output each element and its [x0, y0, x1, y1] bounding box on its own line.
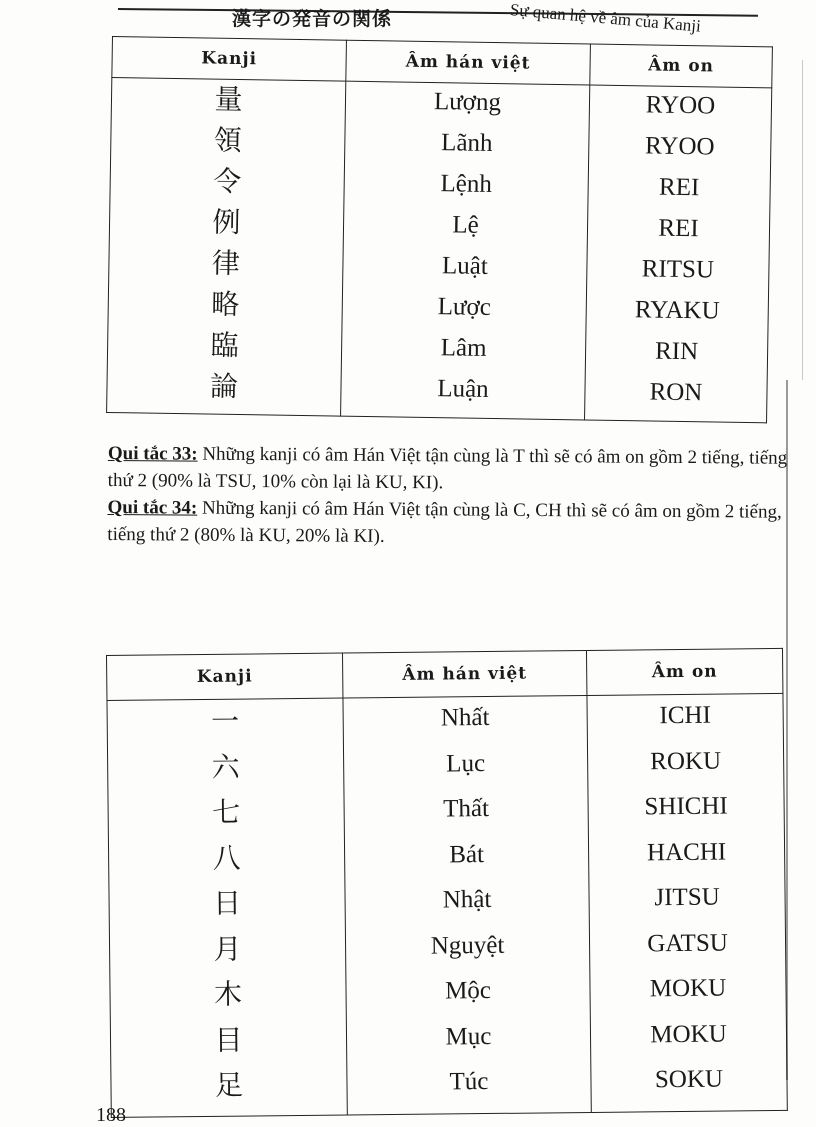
kanji-cell: 七 — [211, 795, 241, 829]
han-viet-cell: Lượng — [433, 88, 502, 117]
kanji-cell: 領 — [213, 123, 243, 158]
am-on-cell: ROKU — [650, 747, 722, 775]
rule-33-title: Qui tắc 33: — [107, 442, 198, 465]
rule-34 — [107, 494, 787, 553]
rule-33-text: Những kanji có âm Hán Việt tận cùng là T thì sẽ có âm on gồm 2 tiếng, tiếng thứ 2 (90% là TSU, 10% còn lại là KU, KI). — [107, 443, 788, 494]
rule-33 — [108, 440, 788, 499]
han-viet-cell: Nhất — [440, 703, 490, 732]
am-on-cell: HACHI — [646, 838, 727, 866]
kanji-cell: 日 — [212, 886, 242, 920]
kanji-cell: 八 — [212, 841, 241, 875]
am-on-cell: RYAKU — [634, 296, 720, 325]
kanji-table-2 — [106, 648, 788, 1118]
han-viet-cell: Lệ — [452, 211, 479, 239]
kanji-cell: 木 — [213, 977, 243, 1011]
rules-section — [107, 440, 788, 553]
am-on-cell: GATSU — [647, 929, 728, 957]
column-header-am-on: Âm on — [590, 44, 773, 88]
kanji-cell: 六 — [211, 750, 240, 784]
han-viet-cell: Lâm — [440, 334, 487, 362]
kanji-cell: 一 — [211, 704, 240, 738]
am-on-cell: RIN — [654, 337, 699, 366]
kanji-cell: 月 — [213, 932, 242, 966]
han-viet-cell: Lược — [437, 293, 492, 321]
kanji-cell: 量 — [214, 82, 243, 117]
column-header-han-viet: Âm hán việt — [342, 650, 586, 698]
han-viet-cell: Lục — [446, 749, 486, 777]
am-on-cell: MOKU — [649, 974, 727, 1003]
am-on-cell: JITSU — [654, 883, 720, 912]
am-on-cell: ICHI — [659, 701, 711, 730]
table-row — [107, 78, 772, 423]
rule-34-title: Qui tắc 34: — [107, 496, 198, 519]
am-on-cell: RON — [649, 378, 703, 407]
han-viet-column — [343, 695, 591, 1114]
column-header-kanji: Kanji — [107, 653, 343, 700]
column-header-han-viet: Âm hán việt — [346, 40, 591, 85]
header-japanese-title: 漢字の発音の関係 — [232, 8, 393, 30]
kanji-cell: 略 — [211, 287, 240, 322]
han-viet-cell: Nhật — [442, 885, 492, 914]
han-viet-column — [341, 81, 590, 420]
han-viet-cell: Lệnh — [440, 170, 493, 198]
am-on-cell: RYOO — [644, 132, 715, 161]
page-number: 188 — [96, 1104, 126, 1126]
han-viet-cell: Thất — [443, 794, 490, 823]
page-edge-shadow — [802, 60, 803, 380]
kanji-cell: 令 — [212, 164, 242, 199]
kanji-cell: 臨 — [210, 328, 239, 363]
am-on-column — [585, 85, 772, 423]
han-viet-cell: Nguyệt — [430, 931, 505, 960]
header-vietnamese-title: Sự quan hệ về âm của Kanji — [509, 0, 702, 36]
han-viet-cell: Mộc — [444, 976, 492, 1005]
han-viet-cell: Túc — [449, 1068, 489, 1096]
am-on-cell: RITSU — [641, 255, 715, 284]
kanji-cell: 律 — [211, 246, 241, 281]
am-on-cell: REI — [658, 173, 700, 202]
han-viet-cell: Luận — [437, 375, 489, 403]
han-viet-cell: Bát — [449, 840, 485, 868]
kanji-column — [107, 698, 347, 1117]
am-on-cell: RYOO — [645, 91, 716, 120]
am-on-cell: REI — [658, 214, 699, 243]
column-header-am-on: Âm on — [586, 648, 782, 695]
am-on-cell: MOKU — [650, 1020, 727, 1048]
am-on-cell: SOKU — [654, 1065, 724, 1094]
table-row — [107, 693, 787, 1117]
kanji-column — [107, 78, 346, 417]
kanji-table-1 — [106, 36, 773, 423]
kanji-cell: 足 — [214, 1068, 244, 1102]
kanji-cell: 例 — [212, 205, 241, 240]
kanji-cell: 論 — [209, 369, 239, 404]
han-viet-cell: Lãnh — [440, 129, 493, 157]
rule-34-text: Những kanji có âm Hán Việt tận cùng là C, CH thì sẽ có âm on gồm 2 tiếng, tiếng thứ 2 (80% là KU, 20% là KI). — [107, 497, 782, 547]
am-on-column — [587, 693, 787, 1112]
kanji-cell: 目 — [214, 1023, 243, 1057]
column-header-kanji: Kanji — [112, 37, 347, 82]
am-on-cell: SHICHI — [644, 792, 728, 821]
han-viet-cell: Mục — [445, 1022, 492, 1050]
han-viet-cell: Luật — [441, 252, 489, 280]
